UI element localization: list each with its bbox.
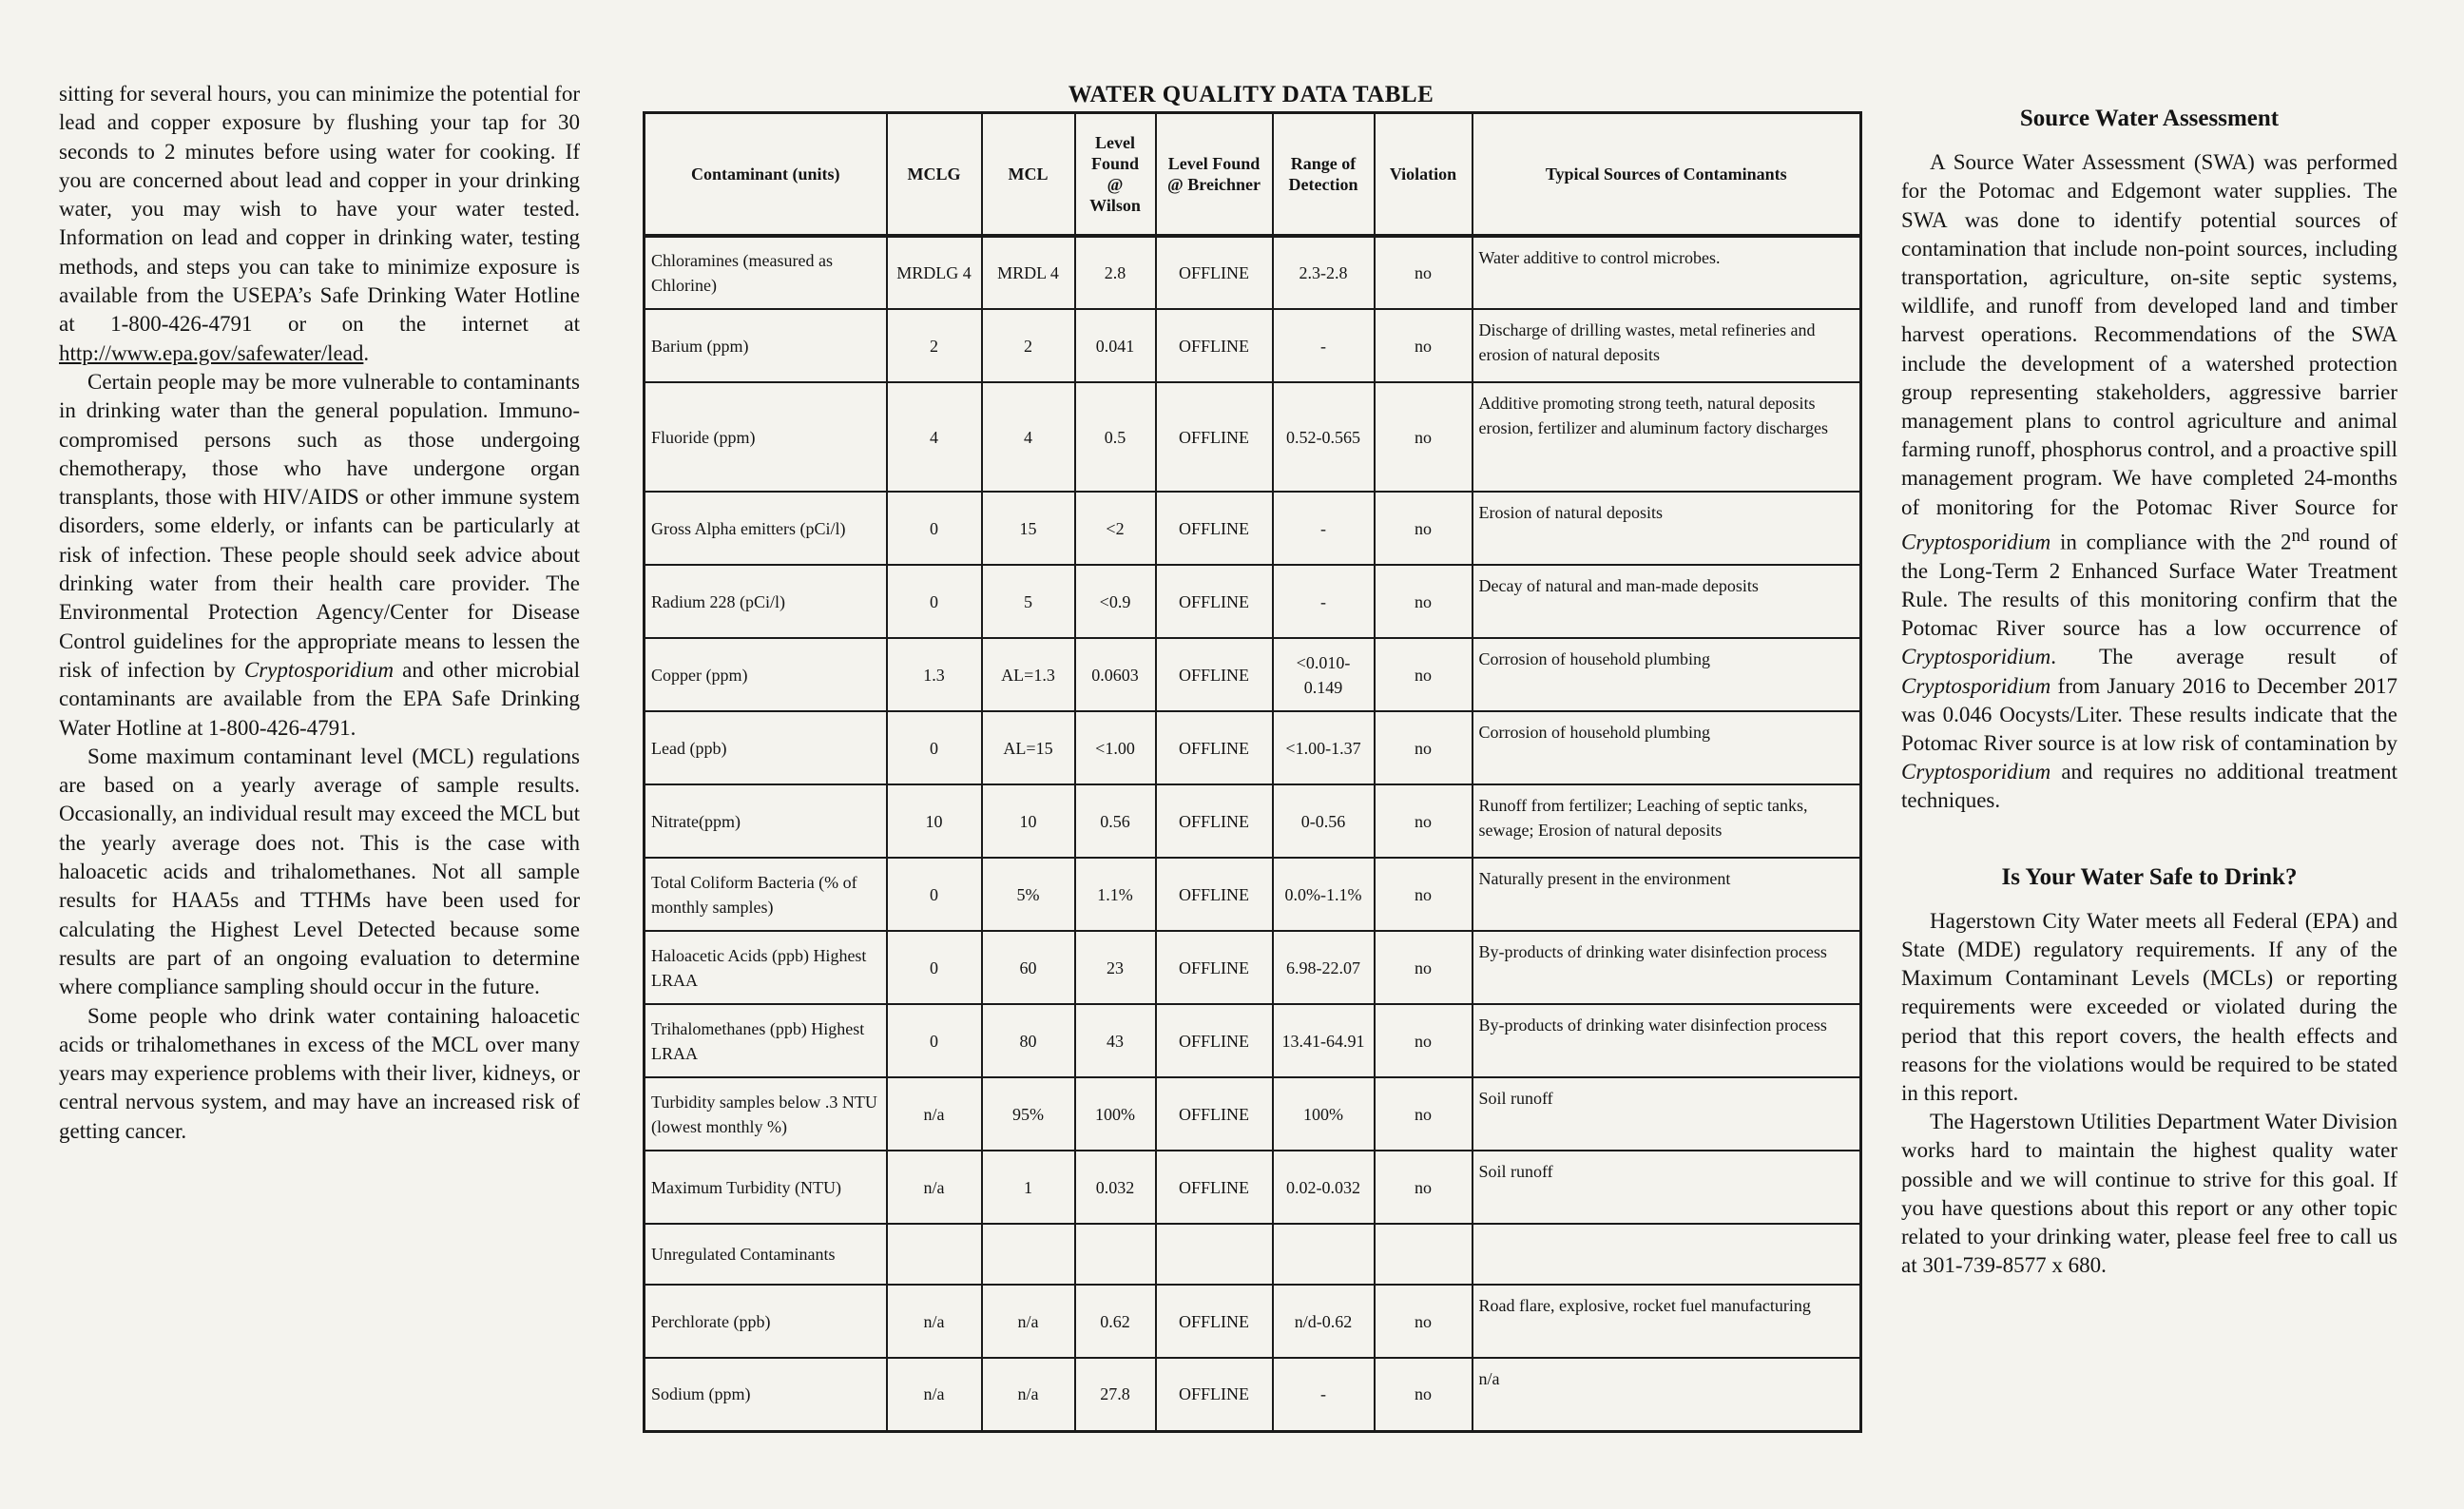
swa-text-f: and requires no additional treatment techniques. [1901,760,2397,813]
cell-sources: Soil runoff [1473,1151,1861,1224]
cell-violation: no [1375,236,1473,309]
cell-mclg: MRDLG 4 [887,236,982,309]
cell-name: Radium 228 (pCi/l) [645,565,887,638]
cell-range: - [1273,492,1375,565]
cell-range: 0-0.56 [1273,784,1375,858]
cell-wilson: 1.1% [1075,858,1156,931]
cell-range: - [1273,565,1375,638]
cell-breichner: OFFLINE [1156,1077,1273,1151]
table-row [645,309,1861,382]
cell-sources: Runoff from fertilizer; Leaching of septic tanks, sewage; Erosion of natural deposits [1473,784,1861,858]
lead-copper-paragraph [59,80,580,368]
cell-name: Barium (ppm) [645,309,887,382]
cell-sources: Additive promoting strong teeth, natural deposits erosion, fertilizer and aluminum factory discharges [1473,382,1861,492]
left-column [59,80,580,1146]
cell-mcl: 2 [982,309,1075,382]
cell-breichner: OFFLINE [1156,382,1273,492]
table-row [645,1224,1861,1285]
table-row [645,1358,1861,1431]
cell-violation: no [1375,1358,1473,1431]
cell-wilson: 0.56 [1075,784,1156,858]
cell-breichner: OFFLINE [1156,858,1273,931]
cell-name: Total Coliform Bacteria (% of monthly samples) [645,858,887,931]
swa-paragraph [1901,148,2397,815]
cell-range: 100% [1273,1077,1375,1151]
cell-breichner: OFFLINE [1156,309,1273,382]
cell-mclg: 0 [887,711,982,784]
header-mclg: MCLG [887,113,982,237]
cell-sources: Soil runoff [1473,1077,1861,1151]
cell-range: 0.02-0.032 [1273,1151,1375,1224]
cell-mcl: 80 [982,1004,1075,1077]
cell-wilson: <1.00 [1075,711,1156,784]
table-header-row [645,113,1861,237]
cell-name: Fluoride (ppm) [645,382,887,492]
cell-breichner: OFFLINE [1156,1285,1273,1358]
cell-mcl [982,1224,1075,1285]
safe-heading: Is Your Water Safe to Drink? [2001,863,2298,890]
cell-mcl: AL=1.3 [982,638,1075,711]
cell-violation: no [1375,931,1473,1004]
cell-mclg: n/a [887,1077,982,1151]
cell-sources: By-products of drinking water disinfection process [1473,1004,1861,1077]
mcl-paragraph: Some maximum contaminant level (MCL) regulations are based on a yearly average of sample results. Occasionally, an individual result may exceed the MCL but the yearly average does not. This is the case with haloacetic acids and trihalomethanes. Not all sample results for HAA5s and TTHMs have been used for calculating the Highest Level Detected because some results are part of an ongoing evaluation to determine where compliance sampling should occur in the future. [59,744,580,999]
header-wilson: Level Found @ Wilson [1075,113,1156,237]
cell-wilson: 0.5 [1075,382,1156,492]
cell-sources: By-products of drinking water disinfection process [1473,931,1861,1004]
water-quality-table [643,111,1862,1433]
cell-range: 2.3-2.8 [1273,236,1375,309]
cell-violation: no [1375,492,1473,565]
swa-superscript: nd [2291,525,2310,546]
cell-breichner: OFFLINE [1156,565,1273,638]
cell-violation: no [1375,711,1473,784]
cell-mcl: MRDL 4 [982,236,1075,309]
vulnerable-italic: Cryptosporidium [243,657,395,682]
cell-breichner: OFFLINE [1156,784,1273,858]
cell-range: <1.00-1.37 [1273,711,1375,784]
lead-copper-text: sitting for several hours, you can minimize the potential for lead and copper exposure by flushing your tap for 30 seconds to 2 minutes before using water for cooking. If you are concerned about lead and copper in your drinking water, you may wish to have your water tested. Information on lead and copper in drinking water, testing methods, and steps you can take to minimize exposure is available from the USEPA’s Safe Drinking Water Hotline at 1-800-426-4791 or on the internet at [59,82,580,337]
cell-mclg: n/a [887,1151,982,1224]
cell-mcl: 10 [982,784,1075,858]
cell-name: Sodium (ppm) [645,1358,887,1431]
cell-violation: no [1375,858,1473,931]
cell-violation: no [1375,382,1473,492]
cell-mclg: 2 [887,309,982,382]
cell-name: Trihalomethanes (ppb) Highest LRAA [645,1004,887,1077]
safe-paragraph-1: Hagerstown City Water meets all Federal (EPA) and State (MDE) regulatory requirements. If any of the Maximum Contaminant Levels (MCLs) or reporting requirements were exceeded or violated during the period that this report covers, the health effects and reasons for the violations would be required to be stated in this report. [1901,908,2397,1105]
table-row [645,711,1861,784]
header-contaminant: Contaminant (units) [645,113,887,237]
table-row [645,1004,1861,1077]
cell-sources: Water additive to control microbes. [1473,236,1861,309]
cell-mclg: 0 [887,565,982,638]
cell-range: 0.52-0.565 [1273,382,1375,492]
swa-text-d: . The average result of [2050,645,2397,669]
header-violation: Violation [1375,113,1473,237]
cell-name: Copper (ppm) [645,638,887,711]
swa-italic-2: Cryptosporidium [1901,645,2051,669]
cell-breichner: OFFLINE [1156,1004,1273,1077]
cell-mclg: 0 [887,1004,982,1077]
cell-mclg: n/a [887,1358,982,1431]
cell-violation: no [1375,1285,1473,1358]
cell-name: Maximum Turbidity (NTU) [645,1151,887,1224]
cell-wilson: 27.8 [1075,1358,1156,1431]
cell-sources: Naturally present in the environment [1473,858,1861,931]
cell-breichner: OFFLINE [1156,1151,1273,1224]
cell-violation: no [1375,1077,1473,1151]
cell-wilson: 100% [1075,1077,1156,1151]
cell-range: 6.98-22.07 [1273,931,1375,1004]
cell-mclg: 4 [887,382,982,492]
table-row [645,638,1861,711]
cell-mclg: 10 [887,784,982,858]
cell-violation: no [1375,638,1473,711]
table-row [645,784,1861,858]
swa-text-a: A Source Water Assessment (SWA) was performed for the Potomac and Edgemont water supplies. The SWA was done to identify potential sources of contamination that include non-point sources, including transportation, agriculture, on-site septic systems, wildlife, and runoff from developed land and timber harvest operations. Recommendations of the SWA include the development of a watershed protection group representing stakeholders, aggressive barrier management plans to control agriculture and animal farming runoff, phosphorus control, and a proactive spill management program. We have completed 24-months of monitoring for the Potomac River Source for [1901,150,2397,519]
table-row [645,1151,1861,1224]
cell-breichner: OFFLINE [1156,711,1273,784]
cell-violation: no [1375,1004,1473,1077]
cell-sources: Road flare, explosive, rocket fuel manufacturing [1473,1285,1861,1358]
cell-sources: Discharge of drilling wastes, metal refineries and erosion of natural deposits [1473,309,1861,382]
swa-italic-4: Cryptosporidium [1901,760,2051,784]
table-row [645,858,1861,931]
swa-text-e: from January 2016 to December 2017 was 0.046 Oocysts/Liter. These results indicate that the Potomac River source is at low risk of contamination by [1901,673,2397,755]
cell-mcl: AL=15 [982,711,1075,784]
lead-copper-end: . [363,340,370,365]
vulnerable-people-paragraph [59,368,580,743]
cell-breichner: OFFLINE [1156,931,1273,1004]
cell-violation: no [1375,784,1473,858]
cell-name: Chloramines (measured as Chlorine) [645,236,887,309]
epa-lead-link[interactable]: http://www.epa.gov/safewater/lead [59,340,364,365]
cell-wilson: 0.032 [1075,1151,1156,1224]
cell-sources: n/a [1473,1358,1861,1431]
cell-name: Lead (ppb) [645,711,887,784]
cell-mcl: 95% [982,1077,1075,1151]
swa-heading: Source Water Assessment [2019,106,2280,131]
cell-range: 13.41-64.91 [1273,1004,1375,1077]
cell-breichner [1156,1224,1273,1285]
cell-mcl: n/a [982,1358,1075,1431]
cell-wilson: 2.8 [1075,236,1156,309]
swa-text-c: round of the Long-Term 2 Enhanced Surface Water Treatment Rule. The results of this monitoring confirm that the Potomac River source has a low occurrence of [1901,530,2397,641]
cell-range [1273,1224,1375,1285]
table-row [645,382,1861,492]
table-row [645,1285,1861,1358]
cell-name: Unregulated Contaminants [645,1224,887,1285]
cell-sources: Erosion of natural deposits [1473,492,1861,565]
cell-mclg: 1.3 [887,638,982,711]
table-row [645,1077,1861,1151]
header-range: Range of Detection [1273,113,1375,237]
header-mcl: MCL [982,113,1075,237]
cell-mcl: 5 [982,565,1075,638]
cell-range: - [1273,309,1375,382]
vulnerable-text-end: and other microbial contaminants are available from the EPA Safe Drinking Water Hotline at 1-800-426-4791. [59,657,581,740]
safe-paragraph-2: The Hagerstown Utilities Department Water Division works hard to maintain the highest quality water possible and we will continue to strive for this goal. If you have questions about this report or any other topic related to your drinking water, please feel free to call us at 301-739-8577 x 680. [1901,1110,2397,1278]
cell-mcl: 4 [982,382,1075,492]
table-row [645,565,1861,638]
cell-violation: no [1375,309,1473,382]
swa-italic-3: Cryptosporidium [1901,673,2051,698]
cell-mclg: n/a [887,1285,982,1358]
cell-range: n/d-0.62 [1273,1285,1375,1358]
header-sources: Typical Sources of Contaminants [1473,113,1861,237]
table-title: WATER QUALITY DATA TABLE [1068,82,1434,107]
cell-mcl: 1 [982,1151,1075,1224]
cell-mclg [887,1224,982,1285]
cell-breichner: OFFLINE [1156,1358,1273,1431]
cell-range: <0.010-0.149 [1273,638,1375,711]
cell-mcl: 60 [982,931,1075,1004]
cell-sources [1473,1224,1861,1285]
cell-sources: Corrosion of household plumbing [1473,638,1861,711]
cell-breichner: OFFLINE [1156,492,1273,565]
cell-name: Perchlorate (ppb) [645,1285,887,1358]
table-row [645,236,1861,309]
right-column [1901,105,2397,1280]
table-body [645,236,1861,1431]
cell-sources: Corrosion of household plumbing [1473,711,1861,784]
table-row [645,492,1861,565]
cell-name: Turbidity samples below .3 NTU (lowest monthly %) [645,1077,887,1151]
cell-breichner: OFFLINE [1156,638,1273,711]
cell-range: - [1273,1358,1375,1431]
cell-wilson: 0.0603 [1075,638,1156,711]
cell-name: Nitrate(ppm) [645,784,887,858]
cell-violation: no [1375,565,1473,638]
cell-mcl: 15 [982,492,1075,565]
cell-mclg: 0 [887,858,982,931]
cell-wilson [1075,1224,1156,1285]
cell-breichner: OFFLINE [1156,236,1273,309]
swa-italic-1: Cryptosporidium [1901,530,2051,554]
swa-text-b: in compliance with the 2 [2050,530,2292,554]
cell-mclg: 0 [887,931,982,1004]
cell-sources: Decay of natural and man-made deposits [1473,565,1861,638]
vulnerable-text: Certain people may be more vulnerable to contaminants in drinking water than the general population. Immuno-compromised persons such as those undergoing chemotherapy, those who have undergone organ transplants, those with HIV/AIDS or other immune system disorders, some elderly, or infants can be particularly at risk of infection. These people should seek advice about drinking water from their health care provider. The Environmental Protection Agency/Center for Disease Control guidelines for the appropriate means to lessen the risk of infection by [59,369,580,682]
health-risk-paragraph: Some people who drink water containing haloacetic acids or trihalomethanes in excess of the MCL over many years may experience problems with their liver, kidneys, or central nervous system, and may have an increased risk of getting cancer. [59,1003,580,1143]
cell-mcl: 5% [982,858,1075,931]
cell-name: Haloacetic Acids (ppb) Highest LRAA [645,931,887,1004]
cell-mclg: 0 [887,492,982,565]
cell-wilson: 0.041 [1075,309,1156,382]
cell-wilson: <0.9 [1075,565,1156,638]
cell-wilson: 0.62 [1075,1285,1156,1358]
cell-violation [1375,1224,1473,1285]
cell-violation: no [1375,1151,1473,1224]
cell-mcl: n/a [982,1285,1075,1358]
cell-wilson: 23 [1075,931,1156,1004]
table-row [645,931,1861,1004]
header-breichner: Level Found @ Breichner [1156,113,1273,237]
cell-wilson: <2 [1075,492,1156,565]
cell-name: Gross Alpha emitters (pCi/l) [645,492,887,565]
cell-wilson: 43 [1075,1004,1156,1077]
cell-range: 0.0%-1.1% [1273,858,1375,931]
